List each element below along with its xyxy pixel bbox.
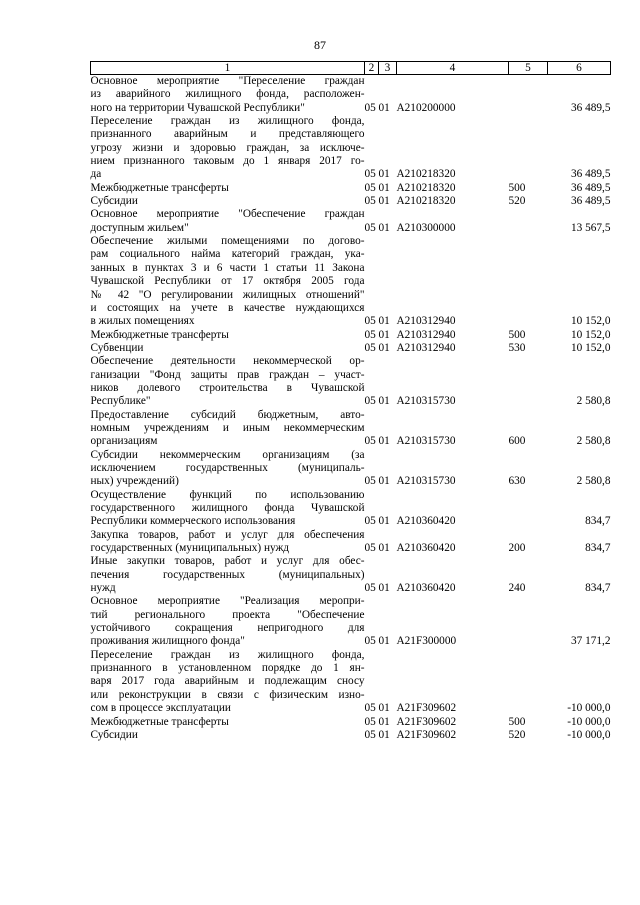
row-name-line: Межбюджетные трансферты xyxy=(90,328,229,341)
table-row xyxy=(91,195,611,208)
header-row xyxy=(91,62,611,75)
row-name-line: проживания жилищного фонда" xyxy=(90,635,245,648)
row-name-line: Межбюджетные трансферты xyxy=(90,715,229,728)
row-target-article: А210315730 xyxy=(396,435,456,448)
row-subsection: 01 xyxy=(378,582,390,595)
row-section: 05 xyxy=(364,515,376,528)
row-name-line: Предоставление субсидий бюджетным, авто- xyxy=(90,408,365,421)
row-expense-type xyxy=(509,649,548,716)
row-target-article: А210315730 xyxy=(396,395,456,408)
table-row xyxy=(91,182,611,195)
table-row xyxy=(91,449,611,489)
row-expense-type xyxy=(509,355,548,408)
row-name-line: номным учреждениям и иным некоммерческим xyxy=(90,421,365,434)
row-target-article: А210218320 xyxy=(396,181,456,194)
row-name-line: рам социального найма категорий граждан, ука- xyxy=(90,248,365,261)
row-name-line: Переселение граждан из жилищного фонда, xyxy=(90,115,365,128)
row-name-line: да xyxy=(90,168,102,181)
row-name xyxy=(91,329,365,342)
row-name-line: и состоящих на учете в качестве нуждающихся xyxy=(90,301,365,314)
row-name xyxy=(91,449,365,489)
row-name-line: Основное мероприятие "Обеспечение граждан xyxy=(90,208,365,221)
row-name-line: Осуществление функций по использованию xyxy=(90,488,365,501)
row-section: 05 xyxy=(364,702,376,715)
row-expense-type: 500 xyxy=(508,328,526,341)
row-name xyxy=(91,729,365,742)
row-subsection: 01 xyxy=(378,181,390,194)
row-subsection: 01 xyxy=(378,195,390,208)
row-subsection: 01 xyxy=(378,395,390,408)
row-name xyxy=(91,555,365,595)
row-name-line: доступным жильем" xyxy=(90,221,189,234)
row-subsection: 01 xyxy=(378,328,390,341)
row-name-line: сом в процессе эксплуатации xyxy=(90,702,231,715)
row-name-line: Обеспечение деятельности некоммерческой ор- xyxy=(90,355,365,368)
row-subsection: 01 xyxy=(378,728,390,741)
row-subsection: 01 xyxy=(378,702,390,715)
row-subsection: 01 xyxy=(378,315,390,328)
row-amount: 10 152,0 xyxy=(570,328,611,341)
row-name-line: в жилых помещениях xyxy=(90,315,195,328)
row-name xyxy=(91,208,365,235)
row-name-line: Переселение граждан из жилищного фонда, xyxy=(90,648,365,661)
table-row xyxy=(91,729,611,742)
row-name-line: государственного жилищного фонда Чувашской xyxy=(90,502,365,514)
row-name-line: угрозу жизни и здоровью граждан, за исключе- xyxy=(90,141,365,154)
row-name xyxy=(91,235,365,328)
row-section: 05 xyxy=(364,181,376,194)
row-amount: 36 489,5 xyxy=(570,101,611,114)
row-expense-type: 240 xyxy=(508,582,526,595)
row-target-article: А210360420 xyxy=(396,582,456,595)
row-name xyxy=(91,355,365,408)
row-name-line: из аварийного жилищного фонда, расположен- xyxy=(90,88,365,101)
table-row xyxy=(91,649,611,716)
row-amount: -10 000,0 xyxy=(567,728,611,741)
row-section: 05 xyxy=(364,582,376,595)
row-amount: 2 580,8 xyxy=(576,395,611,408)
row-name-line: печения государственных (муниципальных) xyxy=(90,568,365,581)
row-section: 05 xyxy=(364,101,376,114)
table-body xyxy=(91,75,611,743)
row-section: 05 xyxy=(364,168,376,181)
row-name xyxy=(91,529,365,556)
row-target-article: А210360420 xyxy=(396,542,456,555)
page-number: 87 xyxy=(314,38,326,52)
col-header-subsection: 3 xyxy=(379,62,397,75)
row-amount: 13 567,5 xyxy=(570,221,611,234)
table-row xyxy=(91,342,611,355)
table-row xyxy=(91,115,611,182)
row-name-line: признанного аварийным и представляющего xyxy=(90,128,365,141)
row-target-article: А21F309602 xyxy=(396,702,457,715)
row-amount: -10 000,0 xyxy=(567,715,611,728)
row-section: 05 xyxy=(364,341,376,354)
row-expense-type: 600 xyxy=(508,435,526,448)
row-name xyxy=(91,115,365,182)
row-amount: 36 489,5 xyxy=(570,168,611,181)
row-name-line: Основное мероприятие "Переселение граждан xyxy=(90,75,365,87)
row-expense-type: 200 xyxy=(508,542,526,555)
row-name-line: Обеспечение жилыми помещениями по догово- xyxy=(90,235,365,248)
row-name-line: Закупка товаров, работ и услуг для обеспечения xyxy=(90,528,365,541)
row-target-article: А210218320 xyxy=(396,168,456,181)
row-target-article: А210312940 xyxy=(396,315,456,328)
row-amount: 36 489,5 xyxy=(570,195,611,208)
row-name-line: Межбюджетные трансферты xyxy=(90,181,229,194)
table-row xyxy=(91,716,611,729)
row-name-line: исключением государственных (муниципаль- xyxy=(90,461,365,474)
row-expense-type: 500 xyxy=(508,715,526,728)
row-name-line: тий регионального проекта "Обеспечение xyxy=(90,608,365,621)
row-name xyxy=(91,195,365,208)
table-row xyxy=(91,235,611,328)
row-subsection: 01 xyxy=(378,542,390,555)
row-amount: -10 000,0 xyxy=(567,702,611,715)
row-name xyxy=(91,595,365,648)
row-section: 05 xyxy=(364,435,376,448)
table-row xyxy=(91,355,611,408)
row-name xyxy=(91,489,365,529)
row-name xyxy=(91,182,365,195)
row-name-line: ников долевого строительства в Чувашской xyxy=(90,381,365,394)
row-name-line: Субсидии некоммерческим организациям (за xyxy=(90,448,365,461)
row-target-article: А210315730 xyxy=(396,475,456,488)
row-target-article: А21F300000 xyxy=(396,635,457,648)
row-section: 05 xyxy=(364,195,376,208)
row-name-line: ного на территории Чувашской Республики" xyxy=(90,101,305,114)
row-expense-type xyxy=(509,208,548,235)
table-row xyxy=(91,529,611,556)
row-amount: 10 152,0 xyxy=(570,341,611,354)
table-row xyxy=(91,595,611,648)
row-target-article: А210360420 xyxy=(396,515,456,528)
row-name-line: Республики коммерческого использования xyxy=(90,515,296,528)
row-subsection: 01 xyxy=(378,101,390,114)
row-target-article: А210312940 xyxy=(396,328,456,341)
row-name-line: организациям xyxy=(90,435,158,448)
col-header-amount: 6 xyxy=(548,62,611,75)
row-amount: 36 489,5 xyxy=(570,181,611,194)
row-target-article: А210218320 xyxy=(396,195,456,208)
row-expense-type: 630 xyxy=(508,475,526,488)
row-name-line: Иные закупки товаров, работ и услуг для обес- xyxy=(90,555,365,568)
row-name xyxy=(91,409,365,449)
row-expense-type: 530 xyxy=(508,341,526,354)
row-target-article: А21F309602 xyxy=(396,728,457,741)
row-name-line: ных) учреждений) xyxy=(90,475,179,488)
row-expense-type xyxy=(509,489,548,529)
row-expense-type xyxy=(509,235,548,328)
row-name-line: занных в пунктах 3 и 6 части 1 статьи 11 Закона xyxy=(90,261,365,274)
table-row xyxy=(91,555,611,595)
row-name-line: Основное мероприятие "Реализация меропри- xyxy=(90,595,365,608)
row-subsection: 01 xyxy=(378,635,390,648)
row-expense-type xyxy=(509,75,548,116)
row-target-article: А210300000 xyxy=(396,221,456,234)
row-amount: 2 580,8 xyxy=(576,475,611,488)
row-amount: 834,7 xyxy=(585,515,611,528)
row-subsection: 01 xyxy=(378,341,390,354)
row-name-line: Субсидии xyxy=(90,195,138,208)
row-section: 05 xyxy=(364,715,376,728)
table-row xyxy=(91,75,611,116)
table-row xyxy=(91,409,611,449)
row-amount: 10 152,0 xyxy=(570,315,611,328)
row-name xyxy=(91,342,365,355)
row-name-line: государственных (муниципальных) нужд xyxy=(90,542,290,555)
row-subsection: 01 xyxy=(378,168,390,181)
row-name xyxy=(91,649,365,716)
row-amount: 834,7 xyxy=(585,542,611,555)
row-subsection: 01 xyxy=(378,515,390,528)
row-name-line: ганизации "Фонд защиты прав граждан – участ- xyxy=(90,368,365,381)
row-expense-type: 520 xyxy=(508,195,526,208)
row-name-line: Чувашской Республики от 17 октября 2005 года xyxy=(90,275,365,288)
col-header-name: 1 xyxy=(91,62,365,75)
row-subsection: 01 xyxy=(378,221,390,234)
table-row xyxy=(91,208,611,235)
row-section: 05 xyxy=(364,315,376,328)
row-section: 05 xyxy=(364,542,376,555)
table-row xyxy=(91,489,611,529)
row-section: 05 xyxy=(364,728,376,741)
row-subsection: 01 xyxy=(378,715,390,728)
budget-table xyxy=(90,61,611,742)
row-expense-type xyxy=(509,595,548,648)
row-name-line: Субсидии xyxy=(90,728,138,741)
col-header-section: 2 xyxy=(365,62,379,75)
row-expense-type: 520 xyxy=(508,728,526,741)
row-section: 05 xyxy=(364,635,376,648)
row-amount: 2 580,8 xyxy=(576,435,611,448)
row-name-line: или реконструкции в связи с физическим изно- xyxy=(90,688,365,701)
row-name xyxy=(91,75,365,116)
row-name xyxy=(91,716,365,729)
row-amount: 834,7 xyxy=(585,582,611,595)
row-name-line: варя 2017 года аварийным и подлежащим сносу xyxy=(90,675,365,688)
row-name-line: нужд xyxy=(90,582,116,595)
row-subsection: 01 xyxy=(378,435,390,448)
row-expense-type: 500 xyxy=(508,181,526,194)
row-section: 05 xyxy=(364,328,376,341)
row-subsection: 01 xyxy=(378,475,390,488)
col-header-expense-type: 5 xyxy=(509,62,548,75)
row-name-line: Республике" xyxy=(90,395,151,408)
table-row xyxy=(91,329,611,342)
row-target-article: А21F309602 xyxy=(396,715,457,728)
row-target-article: А210312940 xyxy=(396,341,456,354)
row-target-article: А210200000 xyxy=(396,101,456,114)
row-name-line: признанного в установленном порядке до 1 ян- xyxy=(90,662,365,675)
row-section: 05 xyxy=(364,475,376,488)
row-name-line: № 42 "О регулировании жилищных отношений" xyxy=(90,288,365,301)
row-section: 05 xyxy=(364,395,376,408)
row-section: 05 xyxy=(364,221,376,234)
col-header-target-article: 4 xyxy=(397,62,509,75)
row-expense-type xyxy=(509,115,548,182)
row-amount: 37 171,2 xyxy=(570,635,611,648)
row-name-line: нием признанного таковым до 1 января 2017 го- xyxy=(90,155,365,168)
row-name-line: устойчивого сокращения непригодного для xyxy=(90,622,365,635)
row-name-line: Субвенции xyxy=(90,341,144,354)
